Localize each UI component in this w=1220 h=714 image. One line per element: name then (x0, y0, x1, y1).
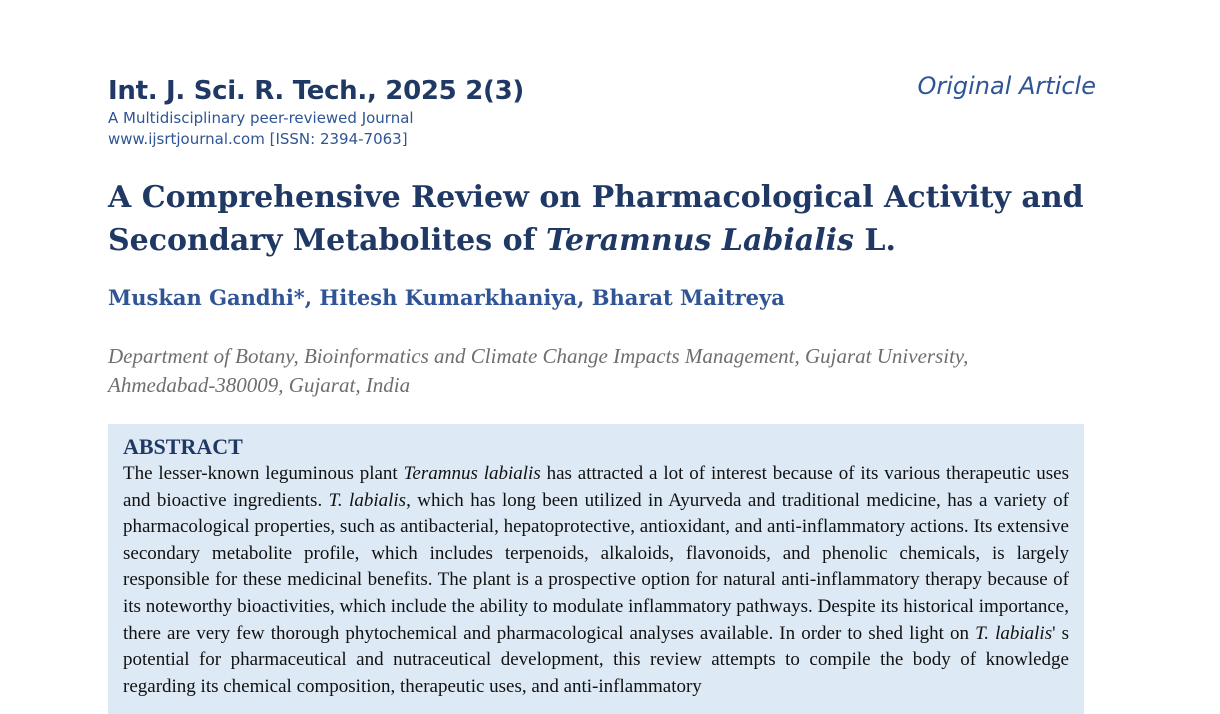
abstract-seg7: ' s potential for pharmaceutical and nutraceutical development, this review attempts to compile the body of knowledge regarding its chemical composition, therapeutic uses, and anti-inflammatory (123, 622, 1069, 697)
article-type-label: Original Article (917, 72, 1096, 100)
abstract-species-2: T. labialis (328, 489, 407, 511)
authors: Muskan Gandhi*, Hitesh Kumarkhaniya, Bharat Maitreya (108, 285, 785, 310)
paper-title (108, 176, 1108, 262)
journal-subtitle: A Multidisciplinary peer-reviewed Journal (108, 109, 414, 127)
abstract-species-1: Teramnus labialis (403, 463, 541, 484)
journal-name: Int. J. Sci. R. Tech., 2025 2(3) (108, 76, 524, 106)
abstract-species-3: T. labialis (975, 622, 1053, 644)
abstract-seg5: , which has long been utilized in Ayurveda and traditional medicine, has a variety of pharmacological properties, such as antibacterial, hepatoprotective, antioxidant, and anti-inflammatory actions. Its extensive secondary metabolite profile, which includes terpenoids, alkaloids, flavonoids, and phenolic chemicals, is largely responsible for these medicinal benefits. The plant is a prospective option for natural anti-inflammatory therapy because of its noteworthy bioactivities, which include the ability to modulate inflammatory pathways. Despite its historical importance, there are very few thorough phytochemical and pharmacological analyses available. In order to shed light on (123, 489, 1069, 644)
abstract-box (108, 424, 1084, 714)
abstract-text (123, 461, 1069, 700)
journal-website[interactable]: www.ijsrtjournal.com [ISSN: 2394-7063] (108, 130, 408, 148)
abstract-seg1: The lesser-known leguminous plant (123, 463, 404, 484)
title-species: Teramnus Labialis (545, 223, 854, 258)
abstract-seg3: has attracted a lot of interest because of its various therapeutic uses and bioactive ingredients. (123, 463, 1069, 511)
title-part2: L. (853, 223, 896, 258)
abstract-heading: ABSTRACT (123, 434, 243, 459)
title-part1: A Comprehensive Review on Pharmacological Activity and Secondary Metabolites of (108, 180, 1084, 258)
affiliation: Department of Botany, Bioinformatics and Climate Change Impacts Management, Gujarat University, Ahmedabad-380009, Gujarat, India (108, 344, 969, 397)
